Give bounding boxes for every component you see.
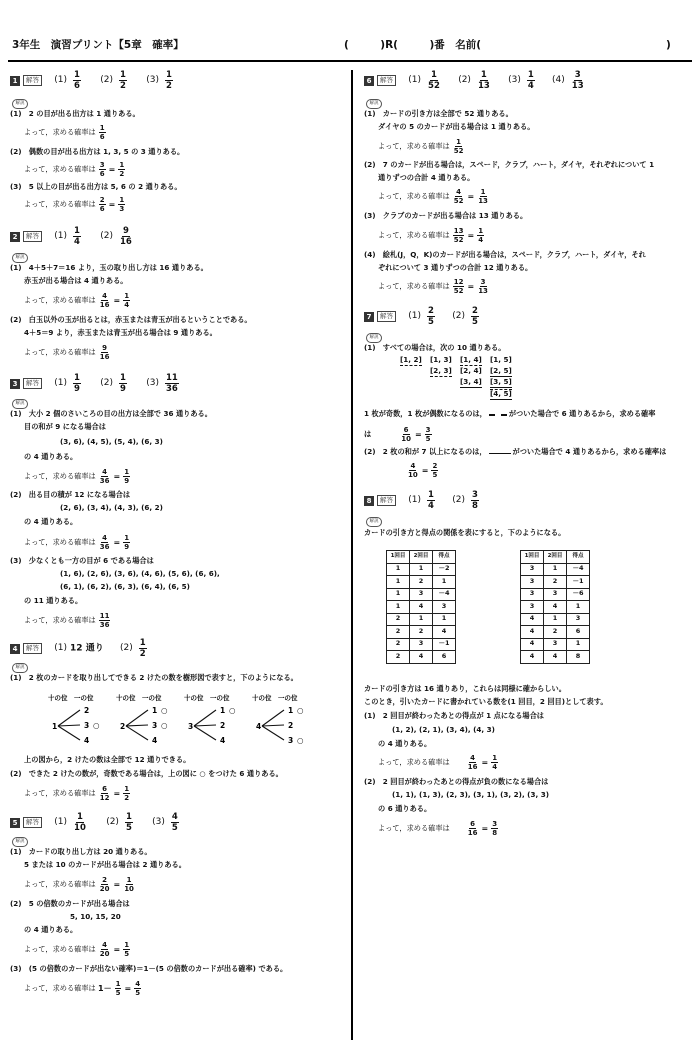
- tree-branch: [262, 726, 284, 740]
- name-field-label: ( )R( )番 名前(: [344, 39, 482, 51]
- table-row: [387, 626, 456, 639]
- table-cell: 3: [521, 563, 544, 576]
- tree-branch: [194, 710, 216, 726]
- table-cell: 2: [387, 638, 410, 651]
- table-header-row: [521, 551, 590, 564]
- tree-branch: [262, 725, 284, 726]
- column-divider: [351, 70, 353, 1040]
- table-cell: 2: [387, 613, 410, 626]
- table-cell: 1: [410, 613, 433, 626]
- tree-leaf: 3: [84, 721, 90, 730]
- pair-item: [3, 4]: [460, 377, 482, 386]
- table-row: [521, 626, 590, 639]
- score-table-1: [386, 550, 456, 664]
- table-header-cell: 得点: [567, 551, 590, 564]
- question-number: 1: [10, 76, 20, 86]
- table-cell: 3: [521, 576, 544, 589]
- table-cell: －4: [433, 588, 456, 601]
- table-row: [521, 638, 590, 651]
- table-cell: 1: [410, 563, 433, 576]
- tree-header-tens: 十の位: [116, 694, 136, 702]
- tree-branch: [194, 725, 216, 726]
- q7-answers: 7 解答 (1) $\frac{2}{5}$ (2) $\frac{2}{5}$: [364, 306, 482, 327]
- pair-item: [2, 4]: [460, 366, 482, 375]
- table-cell: 2: [544, 576, 567, 589]
- odd-mark: ○: [161, 721, 168, 730]
- explain-badge: 解説: [366, 332, 382, 343]
- pair-list: [400, 356, 600, 416]
- table-header-cell: 得点: [433, 551, 456, 564]
- table-cell: 1: [567, 638, 590, 651]
- table-cell: 3: [567, 613, 590, 626]
- table-cell: －2: [433, 563, 456, 576]
- tree-root: 1: [52, 722, 58, 731]
- pair-item: [2, 5]: [490, 366, 512, 375]
- table-cell: 2: [544, 626, 567, 639]
- table-header-row: [387, 551, 456, 564]
- table-row: [387, 576, 456, 589]
- table-cell: 1: [567, 601, 590, 614]
- odd-mark: ○: [229, 706, 236, 715]
- table-row: [387, 588, 456, 601]
- table-cell: 2: [387, 651, 410, 664]
- table-cell: 1: [544, 563, 567, 576]
- table-row: [521, 651, 590, 664]
- explain-badge: 解説: [12, 836, 28, 847]
- tree-header-ones: 一の位: [74, 694, 94, 702]
- table-cell: 3: [544, 588, 567, 601]
- tree-leaf: 1: [152, 706, 158, 715]
- tree-leaf: 3: [288, 736, 294, 745]
- table-cell: －1: [433, 638, 456, 651]
- tree-branch: [126, 710, 148, 726]
- q8-answers: 8 解答 (1) $\frac{1}{4}$ (2) $\frac{3}{8}$: [364, 490, 482, 511]
- q2-answers: 2 解答 (1) $\frac{1}{4}$ (2) $\frac{9}{16}$: [10, 226, 136, 247]
- tree-leaf: 1: [220, 706, 226, 715]
- name-field-close: ): [666, 39, 671, 51]
- header: [0, 0, 700, 62]
- table-cell: 4: [410, 651, 433, 664]
- tree-header-tens: 十の位: [184, 694, 204, 702]
- odd-mark: ○: [297, 706, 304, 715]
- table-cell: －1: [567, 576, 590, 589]
- tree-diagrams: [10, 692, 344, 762]
- tree-branch: [58, 710, 80, 726]
- table-cell: 1: [433, 613, 456, 626]
- tree-leaf: 2: [84, 706, 90, 715]
- table-cell: 4: [521, 651, 544, 664]
- odd-mark: ○: [297, 736, 304, 745]
- table-row: [521, 576, 590, 589]
- table-row: [521, 588, 590, 601]
- tree-leaf: 4: [220, 736, 226, 745]
- table-cell: 2: [410, 626, 433, 639]
- explain-badge: 解説: [366, 516, 382, 527]
- explain-badge: 解説: [12, 98, 28, 109]
- page-title: 3年生 演習プリント【5章 確率】: [12, 39, 184, 51]
- pair-item: [3, 5]: [490, 377, 512, 386]
- tree-branch: [126, 725, 148, 726]
- table-cell: 4: [544, 651, 567, 664]
- table-row: [521, 613, 590, 626]
- table-header-cell: 1回目: [387, 551, 410, 564]
- table-cell: 6: [433, 651, 456, 664]
- table-cell: 4: [521, 613, 544, 626]
- table-cell: 2: [410, 576, 433, 589]
- tree-branch: [126, 726, 148, 740]
- pair-item: [4, 5]: [490, 389, 512, 398]
- header-rule: [8, 60, 692, 62]
- table-cell: 3: [410, 588, 433, 601]
- tree-branch: [262, 710, 284, 726]
- table-cell: 3: [433, 601, 456, 614]
- table-cell: 3: [521, 588, 544, 601]
- table-cell: 3: [410, 638, 433, 651]
- table-cell: 4: [521, 638, 544, 651]
- table-cell: 4: [433, 626, 456, 639]
- tree-header-ones: 一の位: [210, 694, 230, 702]
- table-row: [521, 563, 590, 576]
- pair-item: [2, 3]: [430, 366, 452, 375]
- table-row: [387, 601, 456, 614]
- q6-answers: 6 解答 (1) $\frac{1}{52}$ (2) $\frac{1}{13}$ (3) $\frac{1}{4}$ (4) $\frac{3}{13}$: [364, 70, 588, 91]
- tree-branch: [194, 726, 216, 740]
- table-cell: 3: [521, 601, 544, 614]
- table-cell: 1: [387, 563, 410, 576]
- tree-leaf: 1: [288, 706, 294, 715]
- table-cell: －6: [567, 588, 590, 601]
- tree-root: 3: [188, 722, 194, 731]
- tree-leaf: 4: [84, 736, 90, 745]
- table-cell: 4: [521, 626, 544, 639]
- explain-badge: 解説: [12, 252, 28, 263]
- table-cell: 2: [387, 626, 410, 639]
- pair-item: [1, 2]: [400, 355, 422, 364]
- explain-badge: 解説: [12, 662, 28, 673]
- q4-answers: 4 解答 (1) 12 通り (2) $\frac{1}{2}$: [10, 638, 150, 659]
- pair-item: [1, 3]: [430, 355, 452, 364]
- explain-badge: 解説: [12, 398, 28, 409]
- table-cell: 4: [410, 601, 433, 614]
- tree-diagram-svg: [10, 692, 344, 762]
- table-cell: 1: [387, 601, 410, 614]
- odd-mark: ○: [161, 706, 168, 715]
- tree-branch: [58, 726, 80, 740]
- answer-label: 解答: [23, 75, 42, 86]
- tree-leaf: 4: [152, 736, 158, 745]
- table-cell: 3: [544, 638, 567, 651]
- tree-leaf: 2: [288, 721, 294, 730]
- table-cell: －4: [567, 563, 590, 576]
- tree-leaf: 3: [152, 721, 158, 730]
- table-row: [387, 613, 456, 626]
- table-cell: 1: [387, 588, 410, 601]
- table-cell: 4: [544, 601, 567, 614]
- table-cell: 1: [387, 576, 410, 589]
- tree-header-tens: 十の位: [252, 694, 272, 702]
- table-header-cell: 2回目: [544, 551, 567, 564]
- explain-badge: 解説: [366, 98, 382, 109]
- tree-branch: [58, 725, 80, 726]
- table-cell: 8: [567, 651, 590, 664]
- pair-item: [1, 4]: [460, 355, 482, 364]
- table-header-cell: 1回目: [521, 551, 544, 564]
- odd-mark: ○: [93, 721, 100, 730]
- tree-root: 2: [120, 722, 126, 731]
- table-cell: 1: [544, 613, 567, 626]
- q5-answers: 5 解答 (1) $\frac{1}{10}$ (2) $\frac{1}{5}$ (3) $\frac{4}{5}$: [10, 812, 182, 833]
- table-row: [387, 638, 456, 651]
- q1-answers: 1 解答 (1) $\frac{1}{6}$ (2) $\frac{1}{2}$ (3) $\frac{1}{2}$: [10, 70, 176, 91]
- table-row: [387, 563, 456, 576]
- tree-header-ones: 一の位: [142, 694, 162, 702]
- table-header-cell: 2回目: [410, 551, 433, 564]
- score-table-2: [520, 550, 590, 664]
- table-cell: 1: [433, 576, 456, 589]
- table-row: [521, 601, 590, 614]
- table-row: [387, 651, 456, 664]
- q3-answers: 3 解答 (1) $\frac{1}{9}$ (2) $\frac{1}{9}$ (3) $\frac{11}{36}$: [10, 373, 182, 394]
- tree-leaf: 2: [220, 721, 226, 730]
- table-cell: 6: [567, 626, 590, 639]
- question-number: 2: [10, 232, 20, 242]
- tree-header-ones: 一の位: [278, 694, 298, 702]
- pair-item: [1, 5]: [490, 355, 512, 364]
- tree-root: 4: [256, 722, 262, 731]
- tree-header-tens: 十の位: [48, 694, 68, 702]
